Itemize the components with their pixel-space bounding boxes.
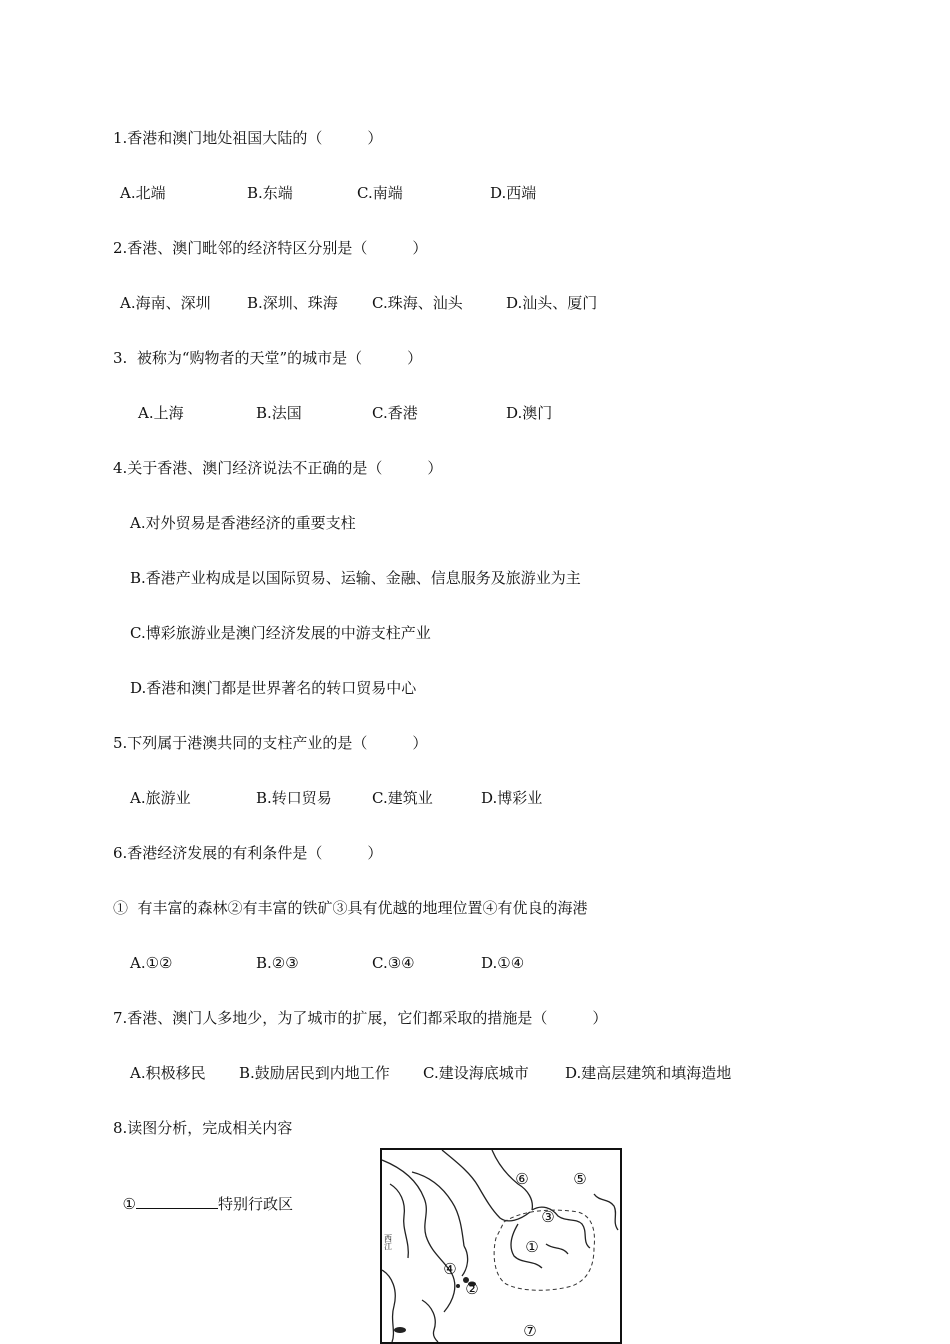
q5-option-a[interactable]: A.旅游业	[130, 789, 191, 807]
map-label-3: ③	[541, 1208, 555, 1226]
q2-option-c[interactable]: C.珠海、汕头	[372, 294, 463, 312]
question-2-stem: 2.香港、澳门毗邻的经济特区分别是（ ）	[113, 239, 428, 257]
q6-option-c[interactable]: C.③④	[372, 954, 415, 972]
map-drawing	[382, 1150, 620, 1342]
question-6-stem: 6.香港经济发展的有利条件是（ ）	[113, 844, 383, 862]
q7-option-b[interactable]: B.鼓励居民到内地工作	[239, 1064, 390, 1082]
q3-option-a[interactable]: A.上海	[138, 404, 184, 422]
map-label-4: ④	[443, 1260, 457, 1278]
q2-option-a[interactable]: A.海南、深圳	[120, 294, 211, 312]
q7-option-d[interactable]: D.建高层建筑和填海造地	[565, 1064, 732, 1082]
q1-option-a[interactable]: A.北端	[120, 184, 166, 202]
question-1-stem: 1.香港和澳门地处祖国大陆的（ ）	[113, 129, 383, 147]
q2-option-d[interactable]: D.汕头、厦门	[506, 294, 598, 312]
pearl-river-delta-map	[380, 1148, 622, 1344]
q3-option-c[interactable]: C.香港	[372, 404, 418, 422]
q1-option-c[interactable]: C.南端	[357, 184, 403, 202]
blank-suffix: 特别行政区	[218, 1195, 294, 1213]
q6-option-d[interactable]: D.①④	[481, 954, 525, 972]
q2-option-b[interactable]: B.深圳、珠海	[247, 294, 338, 312]
q5-option-c[interactable]: C.建筑业	[372, 789, 433, 807]
question-8-stem: 8.读图分析，完成相关内容	[113, 1119, 293, 1137]
map-river-label: 西江	[383, 1234, 393, 1250]
q4-option-a[interactable]: A.对外贸易是香港经济的重要支柱	[130, 514, 356, 532]
question-6-conditions: ① 有丰富的森林②有丰富的铁矿③具有优越的地理位置④有优良的海港	[113, 899, 588, 917]
q5-option-d[interactable]: D.博彩业	[481, 789, 543, 807]
q7-option-c[interactable]: C.建设海底城市	[423, 1064, 529, 1082]
map-label-6: ⑥	[515, 1170, 529, 1188]
question-8-blank-line	[113, 1174, 293, 1214]
q1-option-b[interactable]: B.东端	[247, 184, 293, 202]
q4-option-b[interactable]: B.香港产业构成是以国际贸易、运输、金融、信息服务及旅游业为主	[130, 569, 581, 587]
q3-option-d[interactable]: D.澳门	[506, 404, 553, 422]
q6-option-b[interactable]: B.②③	[256, 954, 299, 972]
map-label-2: ②	[465, 1280, 479, 1298]
q1-option-d[interactable]: D.西端	[490, 184, 537, 202]
q5-option-b[interactable]: B.转口贸易	[256, 789, 332, 807]
map-label-7: ⑦	[523, 1322, 537, 1340]
blank-number: ①	[122, 1195, 136, 1213]
q4-option-d[interactable]: D.香港和澳门都是世界著名的转口贸易中心	[130, 679, 417, 697]
question-5-stem: 5.下列属于港澳共同的支柱产业的是（ ）	[113, 734, 428, 752]
question-3-stem: 3. 被称为“购物者的天堂”的城市是（ ）	[113, 349, 423, 367]
question-4-stem: 4.关于香港、澳门经济说法不正确的是（ ）	[113, 459, 443, 477]
answer-blank[interactable]	[136, 1194, 218, 1209]
q4-option-c[interactable]: C.博彩旅游业是澳门经济发展的中游支柱产业	[130, 624, 431, 642]
map-label-1: ①	[525, 1238, 539, 1256]
map-label-5: ⑤	[573, 1170, 587, 1188]
q6-option-a[interactable]: A.①②	[130, 954, 173, 972]
q3-option-b[interactable]: B.法国	[256, 404, 302, 422]
question-7-stem: 7.香港、澳门人多地少，为了城市的扩展，它们都采取的措施是（ ）	[113, 1009, 608, 1027]
q7-option-a[interactable]: A.积极移民	[130, 1064, 206, 1082]
